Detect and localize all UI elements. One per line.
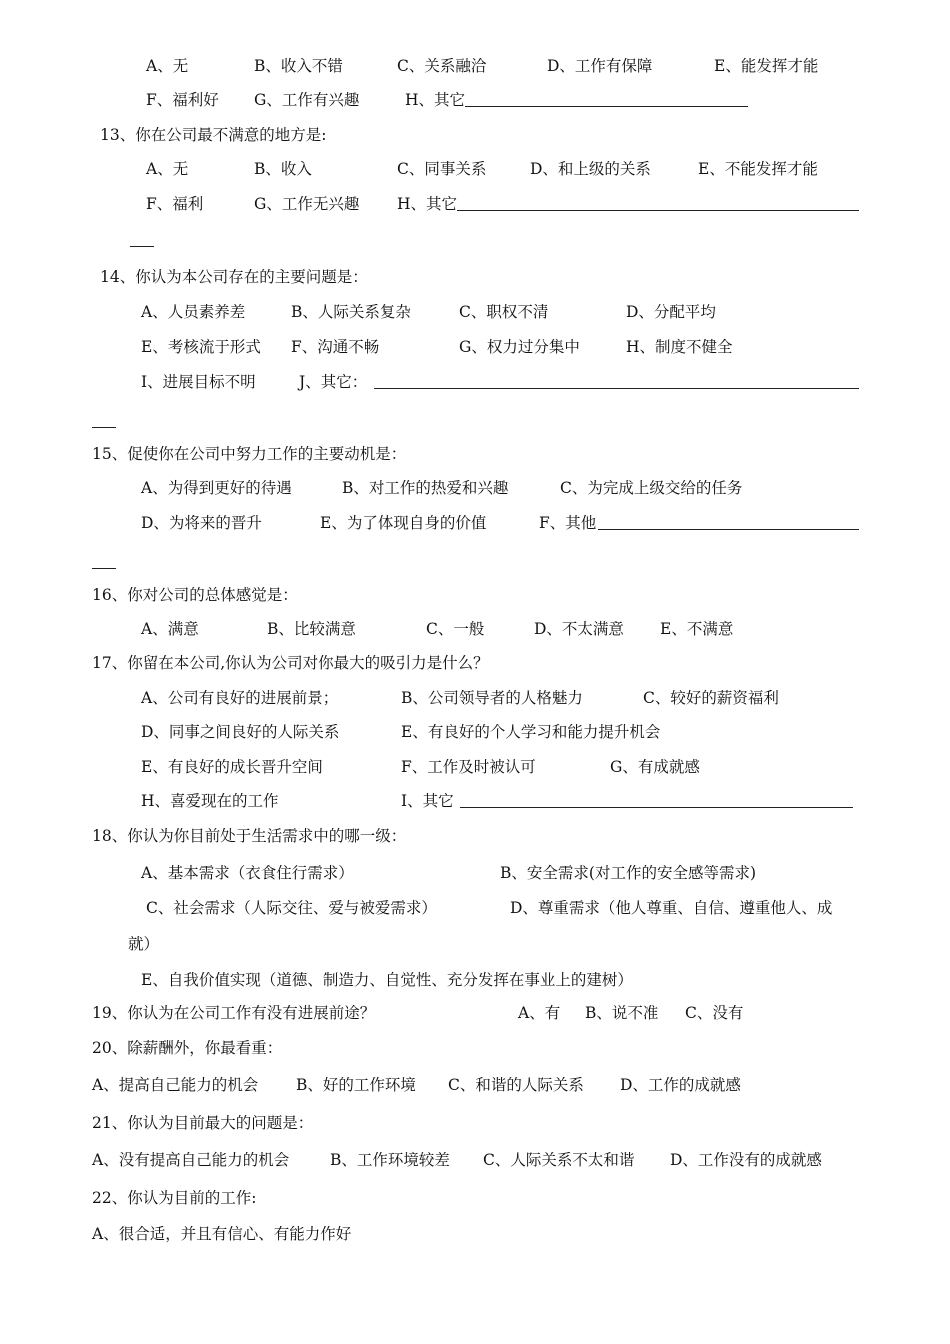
- q16-option-d[interactable]: D、不太满意: [534, 620, 624, 638]
- q17-option-c[interactable]: C、较好的薪资福利: [643, 689, 779, 707]
- q17-row: [0, 651, 950, 675]
- q12-other-blank[interactable]: [465, 88, 748, 107]
- q12-option-a[interactable]: A、无: [146, 57, 189, 75]
- q14-options-row-1: [0, 300, 950, 324]
- q20-row: [0, 1036, 950, 1060]
- q13-option-f[interactable]: F、福利: [146, 195, 204, 213]
- q16-row: [0, 583, 950, 607]
- q14-option-h[interactable]: H、制度不健全: [626, 338, 733, 356]
- q12-options-row-1: [0, 54, 950, 78]
- q14-option-a[interactable]: A、人员素养差: [141, 303, 246, 321]
- q17-options-row-1: [0, 686, 950, 710]
- q16-option-e[interactable]: E、不满意: [660, 620, 734, 638]
- q15-option-e[interactable]: E、为了体现自身的价值: [320, 514, 487, 532]
- q14-blank-continuation: [0, 409, 950, 433]
- q18-options-row-2-cont: [0, 932, 950, 956]
- q14-row: [0, 265, 950, 289]
- q13-option-h[interactable]: H、其它: [397, 195, 458, 213]
- q17-options-row-2: [0, 720, 950, 744]
- q15-option-d[interactable]: D、为将来的晋升: [141, 514, 262, 532]
- q13-option-a[interactable]: A、无: [146, 160, 189, 178]
- q16-option-c[interactable]: C、一般: [426, 620, 485, 638]
- q14-options-row-3: [0, 370, 950, 394]
- q13-options-row-2: [0, 192, 950, 216]
- q15-row: [0, 442, 950, 466]
- q22-title: 22、你认为目前的工作:: [92, 1189, 257, 1207]
- q18-title: 18、你认为你目前处于生活需求中的哪一级：: [92, 827, 407, 845]
- q12-option-e[interactable]: E、能发挥才能: [714, 57, 819, 75]
- q14-option-c[interactable]: C、职权不清: [459, 303, 549, 321]
- q15-options-row-2: [0, 511, 950, 535]
- q16-option-a[interactable]: A、满意: [141, 620, 199, 638]
- q14-option-g[interactable]: G、权力过分集中: [459, 338, 580, 356]
- q13-title: 13、你在公司最不满意的地方是:: [100, 126, 327, 144]
- q13-other-blank[interactable]: [457, 192, 859, 211]
- q14-other-blank[interactable]: [374, 370, 859, 389]
- q18-option-c[interactable]: C、社会需求（人际交往、爱与被爱需求）: [146, 899, 437, 917]
- q17-option-a[interactable]: A、公司有良好的进展前景；: [141, 689, 339, 707]
- q13-blank-continuation: [0, 228, 950, 252]
- q13-options-row-1: [0, 157, 950, 181]
- q13-blank-stub: [130, 228, 154, 247]
- q21-row: [0, 1111, 950, 1135]
- q14-title: 14、你认为本公司存在的主要问题是：: [100, 268, 368, 286]
- q15-blank-stub: [92, 550, 116, 569]
- q17-option-h[interactable]: G、有成就感: [610, 758, 700, 776]
- q13-option-e[interactable]: E、不能发挥才能: [698, 160, 818, 178]
- q12-option-f[interactable]: F、福利好: [146, 91, 219, 109]
- q14-blank-stub: [92, 409, 116, 428]
- q14-option-f[interactable]: F、沟通不畅: [291, 338, 380, 356]
- q17-option-g[interactable]: F、工作及时被认可: [401, 758, 536, 776]
- q14-options-row-2: [0, 335, 950, 359]
- q21-option-c[interactable]: C、人际关系不太和谐: [483, 1151, 635, 1169]
- q13-row: [0, 123, 950, 147]
- q13-option-d[interactable]: D、和上级的关系: [530, 160, 651, 178]
- q21-option-d[interactable]: D、工作没有的成就感: [670, 1151, 822, 1169]
- q15-other-blank[interactable]: [598, 511, 859, 530]
- q20-option-b[interactable]: B、好的工作环境: [296, 1076, 416, 1094]
- q14-option-d[interactable]: D、分配平均: [626, 303, 716, 321]
- q13-option-c[interactable]: C、同事关系: [397, 160, 487, 178]
- q14-option-i[interactable]: I、进展目标不明: [141, 373, 256, 391]
- q18-row: [0, 824, 950, 848]
- q13-option-b[interactable]: B、收入: [254, 160, 312, 178]
- q22-options-row: [0, 1222, 950, 1246]
- q17-option-e[interactable]: E、有良好的个人学习和能力提升机会: [401, 723, 661, 741]
- q17-option-i[interactable]: H、喜爱现在的工作: [141, 792, 279, 810]
- q19-title: 19、你认为在公司工作有没有进展前途？: [92, 1004, 376, 1022]
- q19-option-a[interactable]: A、有: [518, 1004, 561, 1022]
- q18-option-d[interactable]: D、尊重需求（他人尊重、自信、遵重他人、成: [510, 899, 833, 917]
- q15-option-c[interactable]: C、为完成上级交给的任务: [560, 479, 743, 497]
- q12-options-row-2: [0, 88, 950, 112]
- q14-option-b[interactable]: B、人际关系复杂: [291, 303, 411, 321]
- q15-title: 15、促使你在公司中努力工作的主要动机是：: [92, 445, 407, 463]
- q17-title: 17、你留在本公司,你认为公司对你最大的吸引力是什么？: [92, 654, 489, 672]
- q14-option-e[interactable]: E、考核流于形式: [141, 338, 261, 356]
- q12-option-d[interactable]: D、工作有保障: [547, 57, 653, 75]
- q20-option-c[interactable]: C、和谐的人际关系: [448, 1076, 584, 1094]
- q13-option-g[interactable]: G、工作无兴趣: [254, 195, 360, 213]
- q12-option-c[interactable]: C、关系融洽: [397, 57, 487, 75]
- q18-options-row-3: [0, 968, 950, 992]
- q20-option-d[interactable]: D、工作的成就感: [620, 1076, 741, 1094]
- q15-option-a[interactable]: A、为得到更好的待遇: [141, 479, 292, 497]
- q15-option-b[interactable]: B、对工作的热爱和兴趣: [342, 479, 509, 497]
- q18-options-row-2: [0, 896, 950, 920]
- q20-options-row: [0, 1073, 950, 1097]
- q17-option-j[interactable]: I、其它: [401, 792, 454, 810]
- q17-options-row-4: [0, 789, 950, 813]
- q18-option-d-cont: 就）: [128, 935, 160, 953]
- q17-option-b[interactable]: B、公司领导者的人格魅力: [401, 689, 583, 707]
- q20-title: 20、除薪酬外，你最看重：: [92, 1039, 283, 1057]
- q16-options-row: [0, 617, 950, 641]
- q21-option-a[interactable]: A、没有提高自己能力的机会: [92, 1151, 290, 1169]
- q16-title: 16、你对公司的总体感觉是：: [92, 586, 298, 604]
- q21-options-row: [0, 1148, 950, 1172]
- q17-other-blank[interactable]: [460, 789, 853, 808]
- q12-option-g[interactable]: G、工作有兴趣: [254, 91, 360, 109]
- q17-options-row-3: [0, 755, 950, 779]
- q14-option-j[interactable]: J、其它：: [299, 373, 368, 391]
- q19-row: [0, 1001, 950, 1025]
- q18-option-e[interactable]: E、自我价值实现（道德、制造力、自觉性、充分发挥在事业上的建树）: [141, 971, 633, 989]
- q21-option-b[interactable]: B、工作环境较差: [330, 1151, 450, 1169]
- q18-option-a[interactable]: A、基本需求（衣食住行需求）: [141, 864, 354, 882]
- q16-option-b[interactable]: B、比较满意: [267, 620, 356, 638]
- q20-option-a[interactable]: A、提高自己能力的机会: [92, 1076, 259, 1094]
- q12-option-h[interactable]: H、其它: [405, 91, 466, 109]
- q17-option-f[interactable]: E、有良好的成长晋升空间: [141, 758, 323, 776]
- q22-option-a[interactable]: A、很合适，并且有信心、有能力作好: [92, 1225, 352, 1243]
- q12-option-b[interactable]: B、收入不错: [254, 57, 343, 75]
- q22-row: [0, 1186, 950, 1210]
- q15-blank-continuation: [0, 550, 950, 574]
- q21-title: 21、你认为目前最大的问题是：: [92, 1114, 314, 1132]
- q19-option-c[interactable]: C、没有: [685, 1004, 744, 1022]
- q18-options-row-1: [0, 861, 950, 885]
- q15-option-f[interactable]: F、其他: [539, 514, 597, 532]
- q18-option-b[interactable]: B、安全需求(对工作的安全感等需求): [500, 864, 756, 882]
- q15-options-row-1: [0, 476, 950, 500]
- q17-option-d[interactable]: D、同事之间良好的人际关系: [141, 723, 340, 741]
- q19-option-b[interactable]: B、说不准: [585, 1004, 659, 1022]
